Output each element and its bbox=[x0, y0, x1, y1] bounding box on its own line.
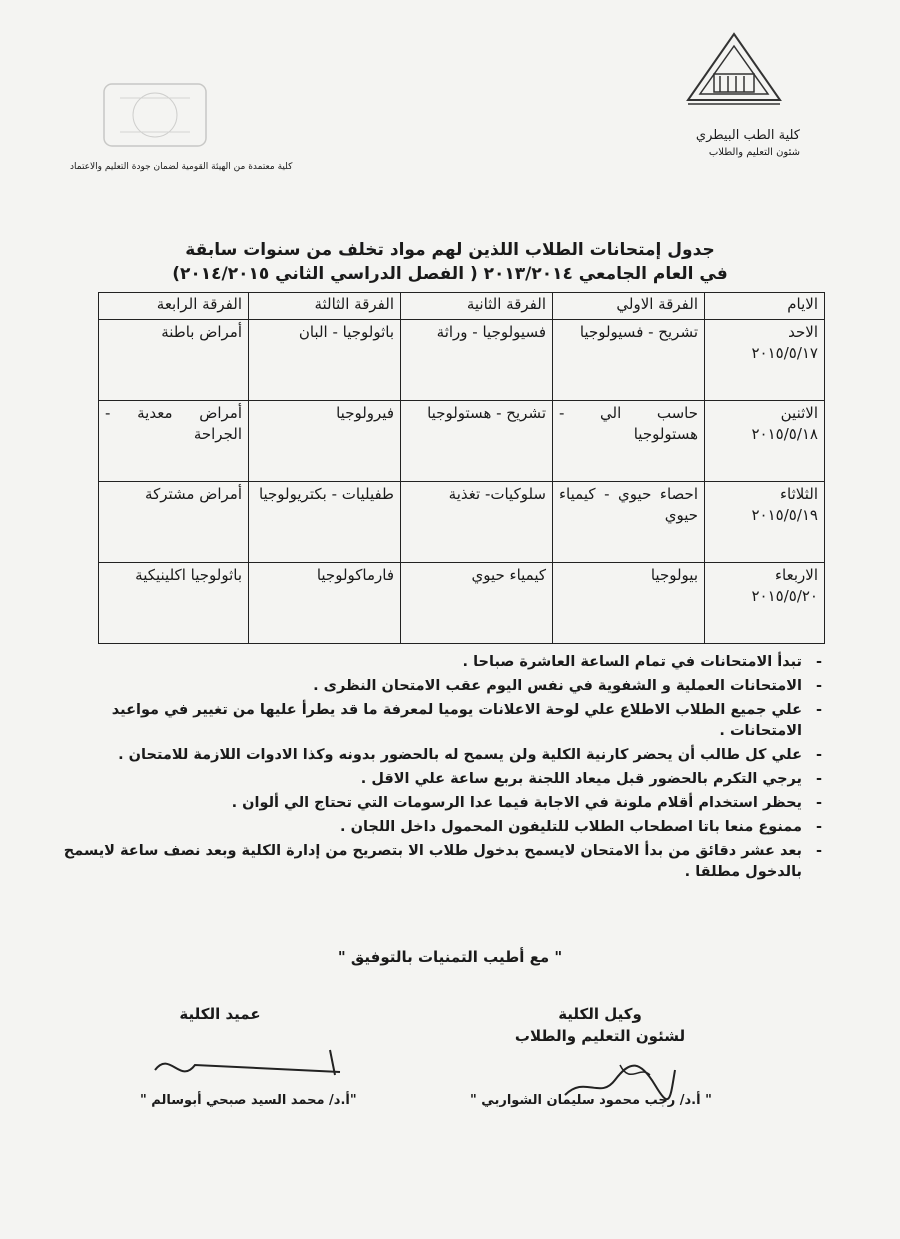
table-row bbox=[99, 482, 825, 563]
exam-notes bbox=[62, 652, 822, 886]
column-header-year-3: الفرقة الثالثة bbox=[249, 293, 401, 320]
column-header-year-1: الفرقة الاولي bbox=[553, 293, 705, 320]
subject-cell: بيولوجيا bbox=[553, 563, 705, 644]
note-item: - بعد عشر دقائق من بدأ الامتحان لايسمح بدخول طلاب الا بتصريح من إدارة الكلية وبعد نصف ساعة لايسمح بالدخول مطلقا . bbox=[62, 841, 822, 883]
column-header-days: الايام bbox=[705, 293, 825, 320]
day-name: الاثنين bbox=[780, 404, 818, 422]
dean-signature-scribble bbox=[150, 1040, 350, 1090]
subject-cell: طفيليات - بكتريولوجيا bbox=[249, 482, 401, 563]
day-name: الاربعاء bbox=[774, 566, 818, 584]
accreditation-seal bbox=[100, 80, 210, 150]
day-date: ٢٠١٥/٥/٢٠ bbox=[751, 587, 818, 605]
day-name: الثلاثاء bbox=[779, 485, 818, 503]
table-row bbox=[99, 320, 825, 401]
dean-title: عميد الكلية bbox=[179, 1005, 261, 1023]
note-item: - ممنوع منعا باتا اصطحاب الطلاب للتليفون المحمول داخل اللجان . bbox=[62, 817, 822, 838]
day-date: ٢٠١٥/٥/١٩ bbox=[751, 506, 818, 524]
subject-cell: سلوكيات- تغذية bbox=[401, 482, 553, 563]
table-row bbox=[99, 563, 825, 644]
table-row bbox=[99, 401, 825, 482]
day-cell bbox=[705, 401, 825, 482]
subject-cell: أمراض باطنة bbox=[99, 320, 249, 401]
vice-dean-signature-block bbox=[500, 1005, 700, 1049]
note-item: - تبدأ الامتحانات في تمام الساعة العاشرة صباحا . bbox=[62, 652, 822, 673]
note-item: - يرجي التكرم بالحضور قبل ميعاد اللجنة بربع ساعة علي الاقل . bbox=[62, 769, 822, 790]
note-item: - علي كل طالب أن يحضر كارنية الكلية ولن يسمح له بالحضور بدونه وكذا الادوات اللازمة للامتحان . bbox=[62, 745, 822, 766]
schedule-title: جدول إمتحانات الطلاب اللذين لهم مواد تخلف من سنوات سابقة bbox=[185, 240, 715, 260]
day-name: الاحد bbox=[788, 323, 818, 341]
vice-dean-title: وكيل الكلية bbox=[558, 1005, 642, 1023]
subject-cell: حاسب الي - هستولوجيا bbox=[553, 401, 705, 482]
subject-cell: فيرولوجيا bbox=[249, 401, 401, 482]
closing-wish: " مع أطيب التمنيات بالتوفيق " bbox=[337, 948, 563, 966]
faculty-name: كلية الطب البيطري bbox=[695, 128, 800, 143]
accreditation-text: كلية معتمدة من الهيئة القومية لضمان جودة التعليم والاعتماد bbox=[70, 162, 293, 172]
exam-schedule-table bbox=[98, 292, 825, 644]
day-cell bbox=[705, 563, 825, 644]
subject-cell: كيمياء حيوي bbox=[401, 563, 553, 644]
note-item: - يحظر استخدام أقلام ملونة في الاجابة فيما عدا الرسومات التي تحتاج الي ألوان . bbox=[62, 793, 822, 814]
subject-cell: احصاء حيوي - كيمياء حيوي bbox=[553, 482, 705, 563]
day-date: ٢٠١٥/٥/١٧ bbox=[751, 344, 818, 362]
university-logo bbox=[684, 30, 784, 110]
subject-cell: فارماكولوجيا bbox=[249, 563, 401, 644]
vice-dean-name: " أ.د/ رجب محمود سليمان الشواربي " bbox=[470, 1093, 712, 1108]
subject-cell: باثولوجيا اكلينيكية bbox=[99, 563, 249, 644]
schedule-subtitle: في العام الجامعي ٢٠١٣/٢٠١٤ ( الفصل الدراسي الثاني ٢٠١٤/٢٠١٥) bbox=[172, 264, 728, 284]
day-cell bbox=[705, 320, 825, 401]
column-header-year-2: الفرقة الثانية bbox=[401, 293, 553, 320]
subject-cell: باثولوجيا - البان bbox=[249, 320, 401, 401]
subject-cell: فسيولوجيا - وراثة bbox=[401, 320, 553, 401]
subject-cell: أمراض معدية - الجراحة bbox=[99, 401, 249, 482]
subject-cell: تشريح - هستولوجيا bbox=[401, 401, 553, 482]
table-header-row bbox=[99, 293, 825, 320]
subject-cell: تشريح - فسيولوجيا bbox=[553, 320, 705, 401]
dean-name: "أ.د/ محمد السيد صبحي أبوسالم " bbox=[140, 1093, 357, 1108]
column-header-year-4: الفرقة الرابعة bbox=[99, 293, 249, 320]
day-date: ٢٠١٥/٥/١٨ bbox=[751, 425, 818, 443]
note-item: - علي جميع الطلاب الاطلاع علي لوحة الاعلانات يوميا لمعرفة ما قد يطرأ عليها من تغيير في مواعيد الامتحانات . bbox=[62, 700, 822, 742]
vice-dean-subtitle: لشئون التعليم والطلاب bbox=[514, 1027, 686, 1045]
note-item: - الامتحانات العملية و الشفوية في نفس اليوم عقب الامتحان النظرى . bbox=[62, 676, 822, 697]
day-cell bbox=[705, 482, 825, 563]
dean-signature-block bbox=[120, 1005, 320, 1027]
subject-cell: أمراض مشتركة bbox=[99, 482, 249, 563]
faculty-department: شئون التعليم والطلاب bbox=[708, 147, 800, 158]
